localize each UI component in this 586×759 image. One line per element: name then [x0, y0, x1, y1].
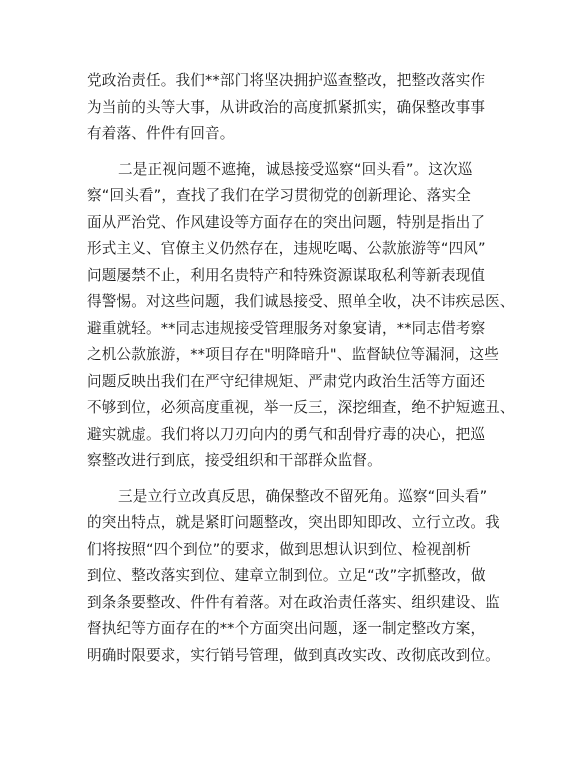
text-line: 问题反映出我们在严守纪律规矩、严肃党内政治生活等方面还 — [87, 372, 486, 390]
text-line: 避重就轻。**同志违规接受管理服务对象宴请，**同志借考察 — [87, 319, 486, 337]
text-line: 二是正视问题不遮掩，诚恳接受巡察“回头看”。这次巡 — [118, 160, 473, 178]
text-line: 问题屡禁不止，利用名贵特产和特殊资源谋取私利等新表现值 — [87, 266, 486, 284]
paragraph-3 — [87, 484, 507, 670]
text-line: 有着落、件件有回音。 — [87, 125, 235, 142]
text-line: 到条条要整改、件件有着落。对在政治责任落实、组织建设、监 — [87, 593, 500, 611]
paragraph-spacer — [87, 148, 507, 157]
text-line: 察“回头看”，查找了我们在学习贯彻党的创新理论、落实全 — [87, 187, 472, 204]
text-line: 形式主义、官僚主义仍然存在，违规吃喝、公款旅游等“四风” — [87, 240, 486, 257]
text-line: 察整改进行到底，接受组织和干部群众监督。 — [87, 452, 382, 469]
document-body — [87, 68, 515, 669]
text-line: 党政治责任。我们**部门将坚决拥护巡查整改，把整改落实作 — [87, 72, 486, 89]
text-line: 督执纪等方面存在的**个方面突出问题，逐一制定整改方案， — [87, 620, 486, 637]
paragraph-2 — [87, 157, 515, 475]
text-line: 得警惕。对这些问题，我们诚恳接受、照单全收，决不讳疾忌医、 — [87, 293, 515, 310]
text-line: 不够到位，必须高度重视，举一反三，深挖细查，绝不护短遮丑、 — [87, 399, 515, 416]
text-line: 之机公款旅游，**项目存在"明降暗升"、监督缺位等漏洞，这些 — [87, 346, 499, 363]
text-line: 的突出特点，就是紧盯问题整改，突出即知即改、立行立改。我 — [87, 514, 500, 531]
text-line: 明确时限要求，实行销号管理，做到真改实改、改彻底改到位。 — [87, 646, 500, 664]
text-line: 到位、整改落实到位、建章立制到位。立足“改”字抓整改，做 — [87, 567, 486, 584]
paragraph-1 — [87, 68, 507, 148]
text-line: 面从严治党、作风建设等方面存在的突出问题，特别是指出了 — [87, 213, 486, 231]
text-line: 避实就虚。我们将以刀刃向内的勇气和刮骨疗毒的决心，把巡 — [87, 425, 486, 443]
paragraph-spacer — [87, 475, 507, 484]
text-line: 三是立行立改真反思，确保整改不留死角。巡察“回头看” — [118, 487, 488, 505]
text-line: 们将按照“四个到位”的要求，做到思想认识到位、检视剖析 — [87, 540, 472, 558]
text-line: 为当前的头等大事，从讲政治的高度抓紧抓实，确保整改事事 — [87, 98, 486, 116]
